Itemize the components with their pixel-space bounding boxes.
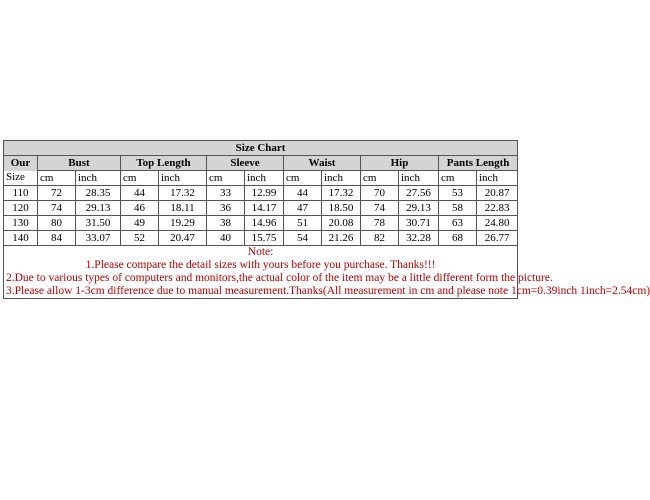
- note-heading: Note:: [247, 246, 274, 258]
- table-row: [4, 201, 518, 216]
- unit-label: cm: [439, 171, 477, 186]
- unit-label: cm: [284, 171, 322, 186]
- table-cell: 22.83: [477, 201, 518, 216]
- size-cell: 120: [4, 201, 38, 216]
- table-cell: 24.80: [477, 216, 518, 231]
- table-cell: 80: [38, 216, 76, 231]
- table-cell: 12.99: [245, 186, 284, 201]
- column-header: Hip: [361, 156, 439, 171]
- our-header: Our: [4, 156, 38, 171]
- table-cell: 33: [207, 186, 245, 201]
- unit-label: cm: [361, 171, 399, 186]
- table-cell: 84: [38, 231, 76, 246]
- table-cell: 74: [361, 201, 399, 216]
- table-cell: 38: [207, 216, 245, 231]
- unit-label: inch: [399, 171, 439, 186]
- table-cell: 70: [361, 186, 399, 201]
- table-cell: 82: [361, 231, 399, 246]
- chart-title: Size Chart: [4, 141, 518, 156]
- table-cell: 14.17: [245, 201, 284, 216]
- table-cell: 29.13: [76, 201, 121, 216]
- table-cell: 29.13: [399, 201, 439, 216]
- table-cell: 28.35: [76, 186, 121, 201]
- table-cell: 15.75: [245, 231, 284, 246]
- table-cell: 32.28: [399, 231, 439, 246]
- table-cell: 26.77: [477, 231, 518, 246]
- table-cell: 30.71: [399, 216, 439, 231]
- note-line-1: 1.Please compare the detail sizes with yours before you purchase. Thanks!!!: [85, 259, 436, 271]
- table-cell: 54: [284, 231, 322, 246]
- table-cell: 21.26: [322, 231, 361, 246]
- column-header: Pants Length: [439, 156, 518, 171]
- unit-label: cm: [121, 171, 159, 186]
- table-cell: 51: [284, 216, 322, 231]
- table-cell: 27.56: [399, 186, 439, 201]
- unit-label: inch: [76, 171, 121, 186]
- unit-label: inch: [477, 171, 518, 186]
- size-chart: [3, 140, 650, 299]
- table-cell: 68: [439, 231, 477, 246]
- table-cell: 31.50: [76, 216, 121, 231]
- unit-label: cm: [207, 171, 245, 186]
- table-row: [4, 231, 518, 246]
- table-row: [4, 216, 518, 231]
- unit-label: inch: [159, 171, 207, 186]
- column-header: Top Length: [121, 156, 207, 171]
- table-cell: 20.47: [159, 231, 207, 246]
- table-cell: 20.08: [322, 216, 361, 231]
- table-cell: 52: [121, 231, 159, 246]
- table-cell: 17.32: [159, 186, 207, 201]
- size-header: Size: [4, 171, 38, 186]
- table-cell: 44: [284, 186, 322, 201]
- unit-label: inch: [322, 171, 361, 186]
- table-cell: 20.87: [477, 186, 518, 201]
- note-line-2: 2.Due to various types of computers and monitors,the actual color of the item may be a little different form the picture.: [6, 272, 553, 284]
- size-cell: 140: [4, 231, 38, 246]
- table-cell: 53: [439, 186, 477, 201]
- note-line-3: 3.Please allow 1-3cm difference due to manual measurement.Thanks(All measurement in cm and please note 1cm=0.39inch 1inch=2.54cm): [6, 285, 650, 297]
- table-cell: 18.11: [159, 201, 207, 216]
- size-cell: 130: [4, 216, 38, 231]
- column-header: Bust: [38, 156, 121, 171]
- note-block: [4, 246, 650, 299]
- table-cell: 74: [38, 201, 76, 216]
- table-cell: 78: [361, 216, 399, 231]
- unit-label: inch: [245, 171, 284, 186]
- table-cell: 33.07: [76, 231, 121, 246]
- size-cell: 110: [4, 186, 38, 201]
- table-cell: 17.32: [322, 186, 361, 201]
- table-cell: 72: [38, 186, 76, 201]
- unit-label: cm: [38, 171, 76, 186]
- table-cell: 40: [207, 231, 245, 246]
- column-header: Sleeve: [207, 156, 284, 171]
- table-cell: 58: [439, 201, 477, 216]
- table-cell: 46: [121, 201, 159, 216]
- table-cell: 18.50: [322, 201, 361, 216]
- table-cell: 19.29: [159, 216, 207, 231]
- table-cell: 49: [121, 216, 159, 231]
- column-header: Waist: [284, 156, 361, 171]
- table-cell: 14.96: [245, 216, 284, 231]
- size-chart-table: [3, 140, 650, 299]
- table-cell: 44: [121, 186, 159, 201]
- table-row: [4, 186, 518, 201]
- table-cell: 36: [207, 201, 245, 216]
- table-cell: 47: [284, 201, 322, 216]
- table-cell: 63: [439, 216, 477, 231]
